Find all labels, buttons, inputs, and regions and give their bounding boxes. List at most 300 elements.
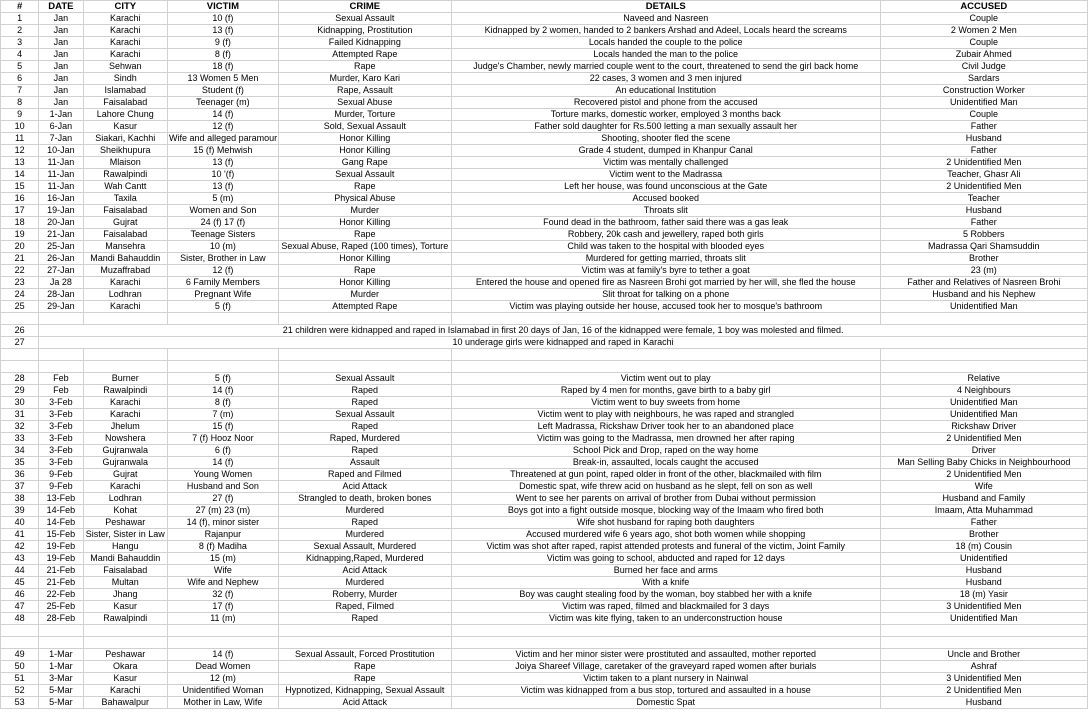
header-city[interactable]: CITY [83, 1, 168, 13]
city-cell[interactable]: Sehwan [83, 61, 168, 73]
details-cell[interactable]: Victim and her minor sister were prostituted and assaulted, mother reported [451, 649, 880, 661]
victim-cell[interactable]: 5 (f) [168, 301, 279, 313]
details-cell[interactable]: Naveed and Nasreen [451, 13, 880, 25]
victim-cell[interactable]: 7 (f) Hooz Noor [168, 433, 279, 445]
row-number[interactable]: 29 [1, 385, 39, 397]
accused-cell[interactable]: Father [880, 217, 1087, 229]
crime-cell[interactable]: Kidnapping,Raped, Murdered [278, 553, 451, 565]
details-cell[interactable]: Father sold daughter for Rs.500 letting a man sexually assault her [451, 121, 880, 133]
date-cell[interactable]: 13-Feb [39, 493, 83, 505]
victim-cell[interactable]: Wife and Nephew [168, 577, 279, 589]
victim-cell[interactable]: Teenage Sisters [168, 229, 279, 241]
victim-cell[interactable]: Student (f) [168, 85, 279, 97]
header-number[interactable]: # [1, 1, 39, 13]
empty-cell[interactable] [278, 349, 451, 361]
crime-cell[interactable]: Failed Kidnapping [278, 37, 451, 49]
victim-cell[interactable]: 15 (f) [168, 421, 279, 433]
victim-cell[interactable]: 18 (f) [168, 61, 279, 73]
row-number[interactable]: 21 [1, 253, 39, 265]
victim-cell[interactable]: 7 (m) [168, 409, 279, 421]
victim-cell[interactable]: 12 (f) [168, 265, 279, 277]
details-cell[interactable]: Victim was going to school, abducted and raped for 12 days [451, 553, 880, 565]
row-number[interactable]: 3 [1, 37, 39, 49]
header-victim[interactable]: VICTIM [168, 1, 279, 13]
accused-cell[interactable]: 2 Unidentified Men [880, 433, 1087, 445]
accused-cell[interactable]: Brother [880, 529, 1087, 541]
date-cell[interactable]: 21-Feb [39, 577, 83, 589]
crime-cell[interactable]: Sexual Assault [278, 373, 451, 385]
crime-cell[interactable]: Attempted Rape [278, 49, 451, 61]
row-number[interactable]: 18 [1, 217, 39, 229]
crime-cell[interactable]: Honor Killing [278, 217, 451, 229]
city-cell[interactable]: Multan [83, 577, 168, 589]
city-cell[interactable]: Jhelum [83, 421, 168, 433]
crime-cell[interactable]: Sold, Sexual Assault [278, 121, 451, 133]
city-cell[interactable]: Bahawalpur [83, 697, 168, 709]
city-cell[interactable]: Karachi [83, 37, 168, 49]
empty-cell[interactable] [880, 349, 1087, 361]
row-number[interactable]: 25 [1, 301, 39, 313]
details-cell[interactable]: Victim taken to a plant nursery in Nainwal [451, 673, 880, 685]
row-number[interactable]: 52 [1, 685, 39, 697]
victim-cell[interactable]: 14 (f) [168, 385, 279, 397]
details-cell[interactable]: Victim went to the Madrassa [451, 169, 880, 181]
row-number[interactable]: 36 [1, 469, 39, 481]
date-cell[interactable]: 14-Feb [39, 505, 83, 517]
crime-cell[interactable]: Assault [278, 457, 451, 469]
city-cell[interactable]: Gujrat [83, 469, 168, 481]
details-cell[interactable]: Shooting, shooter fled the scene [451, 133, 880, 145]
date-cell[interactable]: Jan [39, 97, 83, 109]
crime-cell[interactable]: Gang Rape [278, 157, 451, 169]
row-number[interactable]: 35 [1, 457, 39, 469]
details-cell[interactable]: Victim was at family's byre to tether a goat [451, 265, 880, 277]
details-cell[interactable]: With a knife [451, 577, 880, 589]
city-cell[interactable]: Rawalpindi [83, 169, 168, 181]
crime-cell[interactable]: Honor Killing [278, 253, 451, 265]
row-number[interactable]: 30 [1, 397, 39, 409]
victim-cell[interactable]: Teenager (m) [168, 97, 279, 109]
details-cell[interactable]: Joiya Shareef Village, caretaker of the graveyard raped women after burials [451, 661, 880, 673]
header-date[interactable]: DATE [39, 1, 83, 13]
row-number[interactable]: 48 [1, 613, 39, 625]
date-cell[interactable]: 19-Jan [39, 205, 83, 217]
date-cell[interactable]: 22-Feb [39, 589, 83, 601]
row-number[interactable]: 16 [1, 193, 39, 205]
date-cell[interactable]: 3-Feb [39, 397, 83, 409]
details-cell[interactable]: Grade 4 student, dumped in Khanpur Canal [451, 145, 880, 157]
city-cell[interactable]: Sindh [83, 73, 168, 85]
accused-cell[interactable]: Husband [880, 697, 1087, 709]
empty-cell[interactable] [1, 637, 39, 649]
accused-cell[interactable]: 3 Unidentified Men [880, 601, 1087, 613]
accused-cell[interactable]: Couple [880, 13, 1087, 25]
empty-cell[interactable] [39, 313, 83, 325]
city-cell[interactable]: Peshawar [83, 649, 168, 661]
city-cell[interactable]: Kohat [83, 505, 168, 517]
empty-cell[interactable] [880, 313, 1087, 325]
city-cell[interactable]: Mandi Bahauddin [83, 253, 168, 265]
empty-cell[interactable] [880, 637, 1087, 649]
crime-cell[interactable]: Rape [278, 181, 451, 193]
accused-cell[interactable]: Construction Worker [880, 85, 1087, 97]
date-cell[interactable]: Feb [39, 385, 83, 397]
empty-cell[interactable] [278, 637, 451, 649]
row-number[interactable]: 37 [1, 481, 39, 493]
city-cell[interactable]: Okara [83, 661, 168, 673]
victim-cell[interactable]: 27 (f) [168, 493, 279, 505]
accused-cell[interactable]: 23 (m) [880, 265, 1087, 277]
details-cell[interactable]: Slit throat for talking on a phone [451, 289, 880, 301]
city-cell[interactable]: Rawalpindi [83, 385, 168, 397]
crime-cell[interactable]: Raped and Filmed [278, 469, 451, 481]
row-number[interactable]: 9 [1, 109, 39, 121]
accused-cell[interactable]: Father [880, 517, 1087, 529]
crime-cell[interactable]: Sexual Assault [278, 13, 451, 25]
crime-cell[interactable]: Rape [278, 265, 451, 277]
row-number[interactable]: 53 [1, 697, 39, 709]
accused-cell[interactable]: 2 Unidentified Men [880, 469, 1087, 481]
date-cell[interactable]: 16-Jan [39, 193, 83, 205]
row-number[interactable]: 5 [1, 61, 39, 73]
crime-cell[interactable]: Acid Attack [278, 565, 451, 577]
empty-cell[interactable] [880, 625, 1087, 637]
date-cell[interactable]: 3-Feb [39, 409, 83, 421]
date-cell[interactable]: Jan [39, 25, 83, 37]
city-cell[interactable]: Kasur [83, 121, 168, 133]
details-cell[interactable]: Recovered pistol and phone from the accused [451, 97, 880, 109]
victim-cell[interactable]: 15 (f) Mehwish [168, 145, 279, 157]
details-cell[interactable]: Raped by 4 men for months, gave birth to a baby girl [451, 385, 880, 397]
row-number[interactable]: 32 [1, 421, 39, 433]
details-cell[interactable]: Boys got into a fight outside mosque, blocking way of the Imaam who fired both [451, 505, 880, 517]
details-cell[interactable]: Domestic Spat [451, 697, 880, 709]
victim-cell[interactable]: Husband and Son [168, 481, 279, 493]
accused-cell[interactable]: 2 Unidentified Men [880, 181, 1087, 193]
row-number[interactable]: 42 [1, 541, 39, 553]
crime-cell[interactable]: Rape, Assault [278, 85, 451, 97]
note-cell[interactable]: 10 underage girls were kidnapped and raped in Karachi [39, 337, 1088, 349]
details-cell[interactable]: Victim went to play with neighbours, he was raped and strangled [451, 409, 880, 421]
crime-cell[interactable]: Murder [278, 205, 451, 217]
victim-cell[interactable]: Mother in Law, Wife [168, 697, 279, 709]
date-cell[interactable]: Jan [39, 49, 83, 61]
accused-cell[interactable]: Father [880, 145, 1087, 157]
empty-cell[interactable] [451, 361, 880, 373]
accused-cell[interactable]: Man Selling Baby Chicks in Neighbourhood [880, 457, 1087, 469]
empty-cell[interactable] [278, 625, 451, 637]
crime-cell[interactable]: Sexual Assault, Murdered [278, 541, 451, 553]
row-number[interactable]: 38 [1, 493, 39, 505]
empty-cell[interactable] [168, 313, 279, 325]
row-number[interactable]: 12 [1, 145, 39, 157]
date-cell[interactable]: 28-Feb [39, 613, 83, 625]
row-number[interactable]: 46 [1, 589, 39, 601]
row-number[interactable]: 17 [1, 205, 39, 217]
accused-cell[interactable]: Couple [880, 37, 1087, 49]
victim-cell[interactable]: 11 (m) [168, 613, 279, 625]
crime-cell[interactable]: Sexual Abuse [278, 97, 451, 109]
accused-cell[interactable]: Husband [880, 565, 1087, 577]
city-cell[interactable]: Kasur [83, 601, 168, 613]
details-cell[interactable]: Domestic spat, wife threw acid on husband as he slept, fell on son as well [451, 481, 880, 493]
row-number[interactable]: 6 [1, 73, 39, 85]
date-cell[interactable]: 3-Feb [39, 457, 83, 469]
accused-cell[interactable]: Unidentified Man [880, 613, 1087, 625]
city-cell[interactable]: Kasur [83, 673, 168, 685]
empty-cell[interactable] [1, 349, 39, 361]
row-number[interactable]: 33 [1, 433, 39, 445]
date-cell[interactable]: Jan [39, 85, 83, 97]
details-cell[interactable]: Entered the house and opened fire as Nasreen Brohi got married by her will, she fled the house [451, 277, 880, 289]
header-accused[interactable]: ACCUSED [880, 1, 1087, 13]
details-cell[interactable]: Left Madrassa, Rickshaw Driver took her to an abandoned place [451, 421, 880, 433]
accused-cell[interactable]: Sardars [880, 73, 1087, 85]
city-cell[interactable]: Karachi [83, 409, 168, 421]
row-number[interactable]: 20 [1, 241, 39, 253]
empty-cell[interactable] [39, 349, 83, 361]
details-cell[interactable]: Kidnapped by 2 women, handed to 2 bankers Arshad and Adeel, Locals heard the screams [451, 25, 880, 37]
date-cell[interactable]: 26-Jan [39, 253, 83, 265]
city-cell[interactable]: Karachi [83, 277, 168, 289]
details-cell[interactable]: Child was taken to the hospital with blooded eyes [451, 241, 880, 253]
accused-cell[interactable]: Unidentified [880, 553, 1087, 565]
details-cell[interactable]: Throats slit [451, 205, 880, 217]
empty-cell[interactable] [1, 625, 39, 637]
accused-cell[interactable]: Husband and Family [880, 493, 1087, 505]
city-cell[interactable]: Karachi [83, 13, 168, 25]
details-cell[interactable]: Victim was kite flying, taken to an underconstruction house [451, 613, 880, 625]
row-number[interactable]: 23 [1, 277, 39, 289]
accused-cell[interactable]: 4 Neighbours [880, 385, 1087, 397]
crime-cell[interactable]: Murdered [278, 505, 451, 517]
empty-cell[interactable] [39, 637, 83, 649]
row-number[interactable]: 22 [1, 265, 39, 277]
victim-cell[interactable]: 24 (f) 17 (f) [168, 217, 279, 229]
victim-cell[interactable]: Wife and alleged paramour [169, 133, 278, 143]
details-cell[interactable]: Murdered for getting married, throats slit [451, 253, 880, 265]
victim-cell[interactable]: 14 (f) [168, 649, 279, 661]
details-cell[interactable]: Victim was kidnapped from a bus stop, tortured and assaulted in a house [451, 685, 880, 697]
city-cell[interactable]: Karachi [83, 25, 168, 37]
row-number[interactable]: 31 [1, 409, 39, 421]
crime-cell[interactable]: Kidnapping, Prostitution [278, 25, 451, 37]
accused-cell[interactable]: 2 Unidentified Men [880, 685, 1087, 697]
city-cell[interactable]: Mansehra [83, 241, 168, 253]
victim-cell[interactable]: 12 (m) [168, 673, 279, 685]
city-cell[interactable]: Faisalabad [83, 97, 168, 109]
crime-cell[interactable]: Hypnotized, Kidnapping, Sexual Assault [278, 685, 451, 697]
accused-cell[interactable]: Wife [880, 481, 1087, 493]
row-number[interactable]: 47 [1, 601, 39, 613]
city-cell[interactable]: Taxila [83, 193, 168, 205]
crime-cell[interactable]: Raped [278, 397, 451, 409]
date-cell[interactable]: 11-Jan [39, 169, 83, 181]
details-cell[interactable]: Accused booked [451, 193, 880, 205]
victim-cell[interactable]: 27 (m) 23 (m) [168, 505, 279, 517]
victim-cell[interactable]: Dead Women [168, 661, 279, 673]
city-cell[interactable]: Gujrat [83, 217, 168, 229]
row-number[interactable]: 40 [1, 517, 39, 529]
row-number[interactable]: 13 [1, 157, 39, 169]
accused-cell[interactable]: Husband [880, 205, 1087, 217]
row-number[interactable]: 43 [1, 553, 39, 565]
accused-cell[interactable]: 2 Women 2 Men [880, 25, 1087, 37]
victim-cell[interactable]: Women and Son [168, 205, 279, 217]
date-cell[interactable]: Ja 28 [39, 277, 83, 289]
victim-cell[interactable]: 17 (f) [168, 601, 279, 613]
date-cell[interactable]: Jan [39, 13, 83, 25]
victim-cell[interactable]: 13 (f) [168, 181, 279, 193]
accused-cell[interactable]: Unidentified Man [880, 397, 1087, 409]
crime-cell[interactable]: Acid Attack [278, 697, 451, 709]
date-cell[interactable]: 6-Jan [39, 121, 83, 133]
city-cell[interactable]: Karachi [83, 685, 168, 697]
header-details[interactable]: DETAILS [451, 1, 880, 13]
details-cell[interactable]: Wife shot husband for raping both daughters [451, 517, 880, 529]
crime-cell[interactable]: Sexual Assault [278, 409, 451, 421]
date-cell[interactable]: 3-Feb [39, 421, 83, 433]
date-cell[interactable]: 1-Jan [39, 109, 83, 121]
details-cell[interactable]: School Pick and Drop, raped on the way home [451, 445, 880, 457]
date-cell[interactable]: 9-Feb [39, 469, 83, 481]
crime-cell[interactable]: Sexual Abuse, Raped (100 times), Torture [278, 241, 451, 253]
victim-cell[interactable]: 8 (f) [168, 397, 279, 409]
accused-cell[interactable]: Unidentified Man [880, 301, 1087, 313]
accused-cell[interactable]: 18 (m) Cousin [880, 541, 1087, 553]
row-number[interactable]: 11 [1, 133, 39, 145]
city-cell[interactable]: Gujranwala [83, 445, 168, 457]
victim-cell[interactable]: 6 (f) [168, 445, 279, 457]
city-cell[interactable]: Faisalabad [83, 205, 168, 217]
row-number[interactable]: 39 [1, 505, 39, 517]
crime-cell[interactable]: Physical Abuse [278, 193, 451, 205]
city-cell[interactable]: Lahore Chung [83, 109, 168, 121]
row-number[interactable]: 26 [1, 325, 39, 337]
row-number[interactable]: 34 [1, 445, 39, 457]
empty-cell[interactable] [278, 313, 451, 325]
date-cell[interactable]: 11-Jan [39, 181, 83, 193]
date-cell[interactable]: 11-Jan [39, 157, 83, 169]
accused-cell[interactable]: Husband and his Nephew [880, 289, 1087, 301]
empty-cell[interactable] [83, 625, 168, 637]
victim-cell[interactable]: 15 (m) [168, 553, 279, 565]
victim-cell[interactable]: 10 (m) [168, 241, 279, 253]
row-number[interactable]: 7 [1, 85, 39, 97]
row-number[interactable]: 2 [1, 25, 39, 37]
victim-cell[interactable]: Young Women [168, 469, 279, 481]
row-number[interactable]: 1 [1, 13, 39, 25]
empty-cell[interactable] [83, 349, 168, 361]
city-cell[interactable]: Peshawar [83, 517, 168, 529]
crime-cell[interactable]: Raped [278, 421, 451, 433]
crime-cell[interactable]: Rape [278, 673, 451, 685]
victim-cell[interactable]: Pregnant Wife [168, 289, 279, 301]
accused-cell[interactable]: 3 Unidentified Men [880, 673, 1087, 685]
date-cell[interactable]: 5-Mar [39, 685, 83, 697]
row-number[interactable]: 8 [1, 97, 39, 109]
details-cell[interactable]: Found dead in the bathroom, father said there was a gas leak [451, 217, 880, 229]
date-cell[interactable]: 20-Jan [39, 217, 83, 229]
crime-cell[interactable]: Sexual Assault [278, 169, 451, 181]
crime-cell[interactable]: Rape [278, 229, 451, 241]
victim-cell[interactable]: 12 (f) [168, 121, 279, 133]
city-cell[interactable]: Faisalabad [83, 229, 168, 241]
empty-cell[interactable] [39, 625, 83, 637]
details-cell[interactable]: 22 cases, 3 women and 3 men injured [451, 73, 880, 85]
empty-cell[interactable] [880, 361, 1087, 373]
empty-cell[interactable] [168, 625, 279, 637]
victim-cell[interactable]: 13 (f) [168, 25, 279, 37]
victim-cell[interactable]: 14 (f), minor sister [168, 517, 279, 529]
row-number[interactable]: 28 [1, 373, 39, 385]
date-cell[interactable]: 9-Feb [39, 481, 83, 493]
empty-cell[interactable] [83, 313, 168, 325]
crime-cell[interactable]: Honor Killing [278, 145, 451, 157]
date-cell[interactable]: 14-Feb [39, 517, 83, 529]
empty-cell[interactable] [1, 313, 39, 325]
empty-cell[interactable] [278, 361, 451, 373]
empty-cell[interactable] [451, 625, 880, 637]
date-cell[interactable]: Jan [39, 37, 83, 49]
empty-cell[interactable] [1, 361, 39, 373]
row-number[interactable]: 45 [1, 577, 39, 589]
city-cell[interactable]: Faisalabad [83, 565, 168, 577]
date-cell[interactable]: 5-Mar [39, 697, 83, 709]
row-number[interactable]: 51 [1, 673, 39, 685]
details-cell[interactable]: Boy was caught stealing food by the woman, boy stabbed her with a knife [451, 589, 880, 601]
victim-cell[interactable]: 8 (f) [168, 49, 279, 61]
date-cell[interactable]: 27-Jan [39, 265, 83, 277]
accused-cell[interactable]: Father and Relatives of Nasreen Brohi [880, 277, 1087, 289]
row-number[interactable]: 14 [1, 169, 39, 181]
details-cell[interactable]: Locals handed the man to the police [451, 49, 880, 61]
accused-cell[interactable]: Husband [880, 133, 1087, 145]
date-cell[interactable]: 19-Feb [39, 553, 83, 565]
city-cell[interactable]: Burner [83, 373, 168, 385]
city-cell[interactable]: Rawalpindi [83, 613, 168, 625]
crime-cell[interactable]: Roberry, Murder [278, 589, 451, 601]
date-cell[interactable]: 3-Feb [39, 433, 83, 445]
accused-cell[interactable]: Couple [880, 109, 1087, 121]
row-number[interactable]: 15 [1, 181, 39, 193]
victim-cell[interactable]: 8 (f) Madiha [168, 541, 279, 553]
row-number[interactable]: 49 [1, 649, 39, 661]
date-cell[interactable]: 21-Jan [39, 229, 83, 241]
details-cell[interactable]: Victim was raped, filmed and blackmailed for 3 days [451, 601, 880, 613]
accused-cell[interactable]: Unidentified Man [880, 97, 1087, 109]
crime-cell[interactable]: Sexual Assault, Forced Prostitution [278, 649, 451, 661]
accused-cell[interactable]: Husband [880, 577, 1087, 589]
city-cell[interactable]: Karachi [83, 481, 168, 493]
crime-cell[interactable]: Raped [278, 613, 451, 625]
victim-cell[interactable]: 13 (f) [168, 157, 279, 169]
city-cell[interactable]: Sister, Sister in Law [83, 529, 168, 541]
details-cell[interactable]: Left her house, was found unconscious at the Gate [451, 181, 880, 193]
victim-cell[interactable]: 5 (f) [168, 373, 279, 385]
crime-cell[interactable]: Murder [278, 289, 451, 301]
details-cell[interactable]: Victim was mentally challenged [451, 157, 880, 169]
city-cell[interactable]: Karachi [83, 397, 168, 409]
accused-cell[interactable]: 18 (m) Yasir [880, 589, 1087, 601]
crime-cell[interactable]: Honor Killing [278, 277, 451, 289]
empty-cell[interactable] [83, 637, 168, 649]
date-cell[interactable]: 7-Jan [39, 133, 83, 145]
city-cell[interactable]: Hangu [83, 541, 168, 553]
victim-cell[interactable]: 13 Women 5 Men [168, 73, 279, 85]
date-cell[interactable]: Jan [39, 73, 83, 85]
date-cell[interactable]: Jan [39, 61, 83, 73]
